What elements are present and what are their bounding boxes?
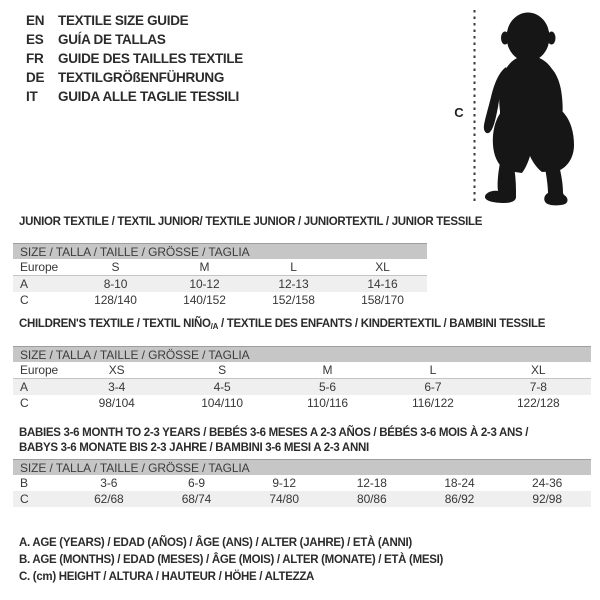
size-value-cell: 14-16 xyxy=(338,276,427,293)
size-value-cell: S xyxy=(169,362,274,379)
table-row-europe xyxy=(13,259,427,276)
size-value-cell: M xyxy=(160,259,249,276)
language-code: FR xyxy=(26,51,44,66)
size-header-band xyxy=(13,244,427,260)
size-value-cell: XL xyxy=(338,259,427,276)
footnote-height: C. (cm) HEIGHT / ALTURA / HAUTEUR / HÖHE / ALTEZZA xyxy=(19,571,315,583)
size-value-cell: 6-7 xyxy=(380,379,485,396)
size-value-cell: 10-12 xyxy=(160,276,249,293)
language-code: IT xyxy=(26,89,38,104)
size-value-cell: 3-4 xyxy=(64,379,169,396)
size-value-cell: XL xyxy=(486,362,591,379)
row-label-cell: Europe xyxy=(13,259,71,276)
language-header xyxy=(26,11,243,106)
size-value-cell: 122/128 xyxy=(516,396,560,410)
size-value-cell: 12-13 xyxy=(249,276,338,293)
children-table-title xyxy=(19,318,545,331)
children-size-table xyxy=(13,346,591,411)
row-label-cell: A xyxy=(13,379,64,396)
size-value-cell: 104/110 xyxy=(201,396,243,410)
language-code: ES xyxy=(26,32,44,47)
babies-title-line2: BABYS 3-6 MONATE BIS 2-3 JAHRE / BAMBINI 3-6 MESI A 2-3 ANNI xyxy=(19,442,369,454)
language-title: GUIDE DES TAILLES TEXTILE xyxy=(58,51,244,66)
size-value-cell: M xyxy=(275,362,380,379)
baby-silhouette-icon xyxy=(484,13,574,206)
junior-size-table xyxy=(13,243,427,308)
row-label-cell: B xyxy=(20,476,28,490)
baby-figure xyxy=(470,5,600,211)
size-header-band xyxy=(13,460,591,476)
table-row-europe xyxy=(13,362,591,379)
size-value-cell: 6-9 xyxy=(187,476,205,490)
footnote-age-years: A. AGE (YEARS) / EDAD (AÑOS) / ÂGE (ANS) / ALTER (JAHRE) / ETÀ (ANNI) xyxy=(19,537,412,549)
size-value-cell: 4-5 xyxy=(169,379,274,396)
language-row xyxy=(26,49,243,68)
height-measure-label: C xyxy=(454,105,464,120)
size-value-cell: 8-10 xyxy=(71,276,160,293)
junior-table-title: JUNIOR TEXTILE / TEXTIL JUNIOR/ TEXTILE JUNIOR / JUNIORTEXTIL / JUNIOR TESSILE xyxy=(19,216,483,228)
language-title: TEXTILGRÖßENFÜHRUNG xyxy=(58,70,225,85)
language-row xyxy=(26,30,243,49)
size-value-cell: 7-8 xyxy=(486,379,591,396)
children-title-pre: CHILDREN'S TEXTILE / TEXTIL NIÑO xyxy=(19,318,211,330)
language-row xyxy=(26,68,243,87)
size-value-cell: 158/170 xyxy=(361,293,404,307)
size-value-cell: 92/98 xyxy=(503,491,591,507)
size-value-cell: 110/116 xyxy=(307,396,348,410)
language-code: DE xyxy=(26,70,45,85)
row-label-cell: Europe xyxy=(13,362,64,379)
language-title: GUÍA DE TALLAS xyxy=(58,32,166,47)
size-value-cell: 152/158 xyxy=(272,293,315,307)
table-row-height xyxy=(13,292,427,308)
size-value-cell: XS xyxy=(64,362,169,379)
row-label-cell: C xyxy=(20,293,29,307)
size-value-cell: L xyxy=(380,362,485,379)
language-row xyxy=(26,11,243,30)
size-value-cell: 74/80 xyxy=(240,491,328,507)
language-row xyxy=(26,87,243,106)
size-value-cell: 12-18 xyxy=(356,476,387,490)
language-title: TEXTILE SIZE GUIDE xyxy=(58,13,189,28)
size-value-cell: 3-6 xyxy=(100,476,118,490)
size-value-cell: 86/92 xyxy=(416,491,504,507)
table-row-height xyxy=(13,395,591,411)
row-label-cell: C xyxy=(13,491,65,507)
row-label-cell: C xyxy=(20,396,29,410)
babies-title-line1: BABIES 3-6 MONTH TO 2-3 YEARS / BEBÉS 3-6 MESES A 2-3 AÑOS / BÉBÉS 3-6 MOIS À 2-3 ANS / xyxy=(19,427,529,439)
size-header-label: SIZE / TALLA / TAILLE / GRÖSSE / TAGLIA xyxy=(13,244,427,260)
size-value-cell: 68/74 xyxy=(153,491,241,507)
size-value-cell: 128/140 xyxy=(94,293,137,307)
size-value-cell: 80/86 xyxy=(328,491,416,507)
size-value-cell: 116/122 xyxy=(411,396,454,410)
babies-table-title xyxy=(19,426,528,456)
size-value-cell: L xyxy=(249,259,338,276)
size-value-cell: 5-6 xyxy=(275,379,380,396)
babies-size-table xyxy=(13,459,591,507)
size-value-cell: 9-12 xyxy=(272,476,296,490)
table-row-height xyxy=(13,491,591,507)
size-value-cell: S xyxy=(71,259,160,276)
children-title-post: / TEXTILE DES ENFANTS / KINDERTEXTIL / BAMBINI TESSILE xyxy=(218,318,546,330)
table-row-months xyxy=(13,475,591,491)
table-row-age xyxy=(13,276,427,293)
size-value-cell: 98/104 xyxy=(98,396,135,410)
size-header-label: SIZE / TALLA / TAILLE / GRÖSSE / TAGLIA xyxy=(13,347,591,363)
language-code: EN xyxy=(26,13,45,28)
children-title-sub: /A xyxy=(210,322,219,331)
size-value-cell: 24-36 xyxy=(532,476,563,490)
table-row-age xyxy=(13,379,591,396)
size-value-cell: 18-24 xyxy=(444,476,475,490)
size-value-cell: 140/152 xyxy=(183,293,226,307)
size-header-label: SIZE / TALLA / TAILLE / GRÖSSE / TAGLIA xyxy=(13,460,591,476)
size-header-band xyxy=(13,347,591,363)
size-value-cell: 62/68 xyxy=(65,491,153,507)
footnote-age-months: B. AGE (MONTHS) / EDAD (MESES) / ÂGE (MOIS) / ALTER (MONATE) / ETÀ (MESI) xyxy=(19,554,444,566)
language-title: GUIDA ALLE TAGLIE TESSILI xyxy=(58,89,239,104)
row-label-cell: A xyxy=(13,276,71,293)
legend-footnotes xyxy=(19,536,443,587)
